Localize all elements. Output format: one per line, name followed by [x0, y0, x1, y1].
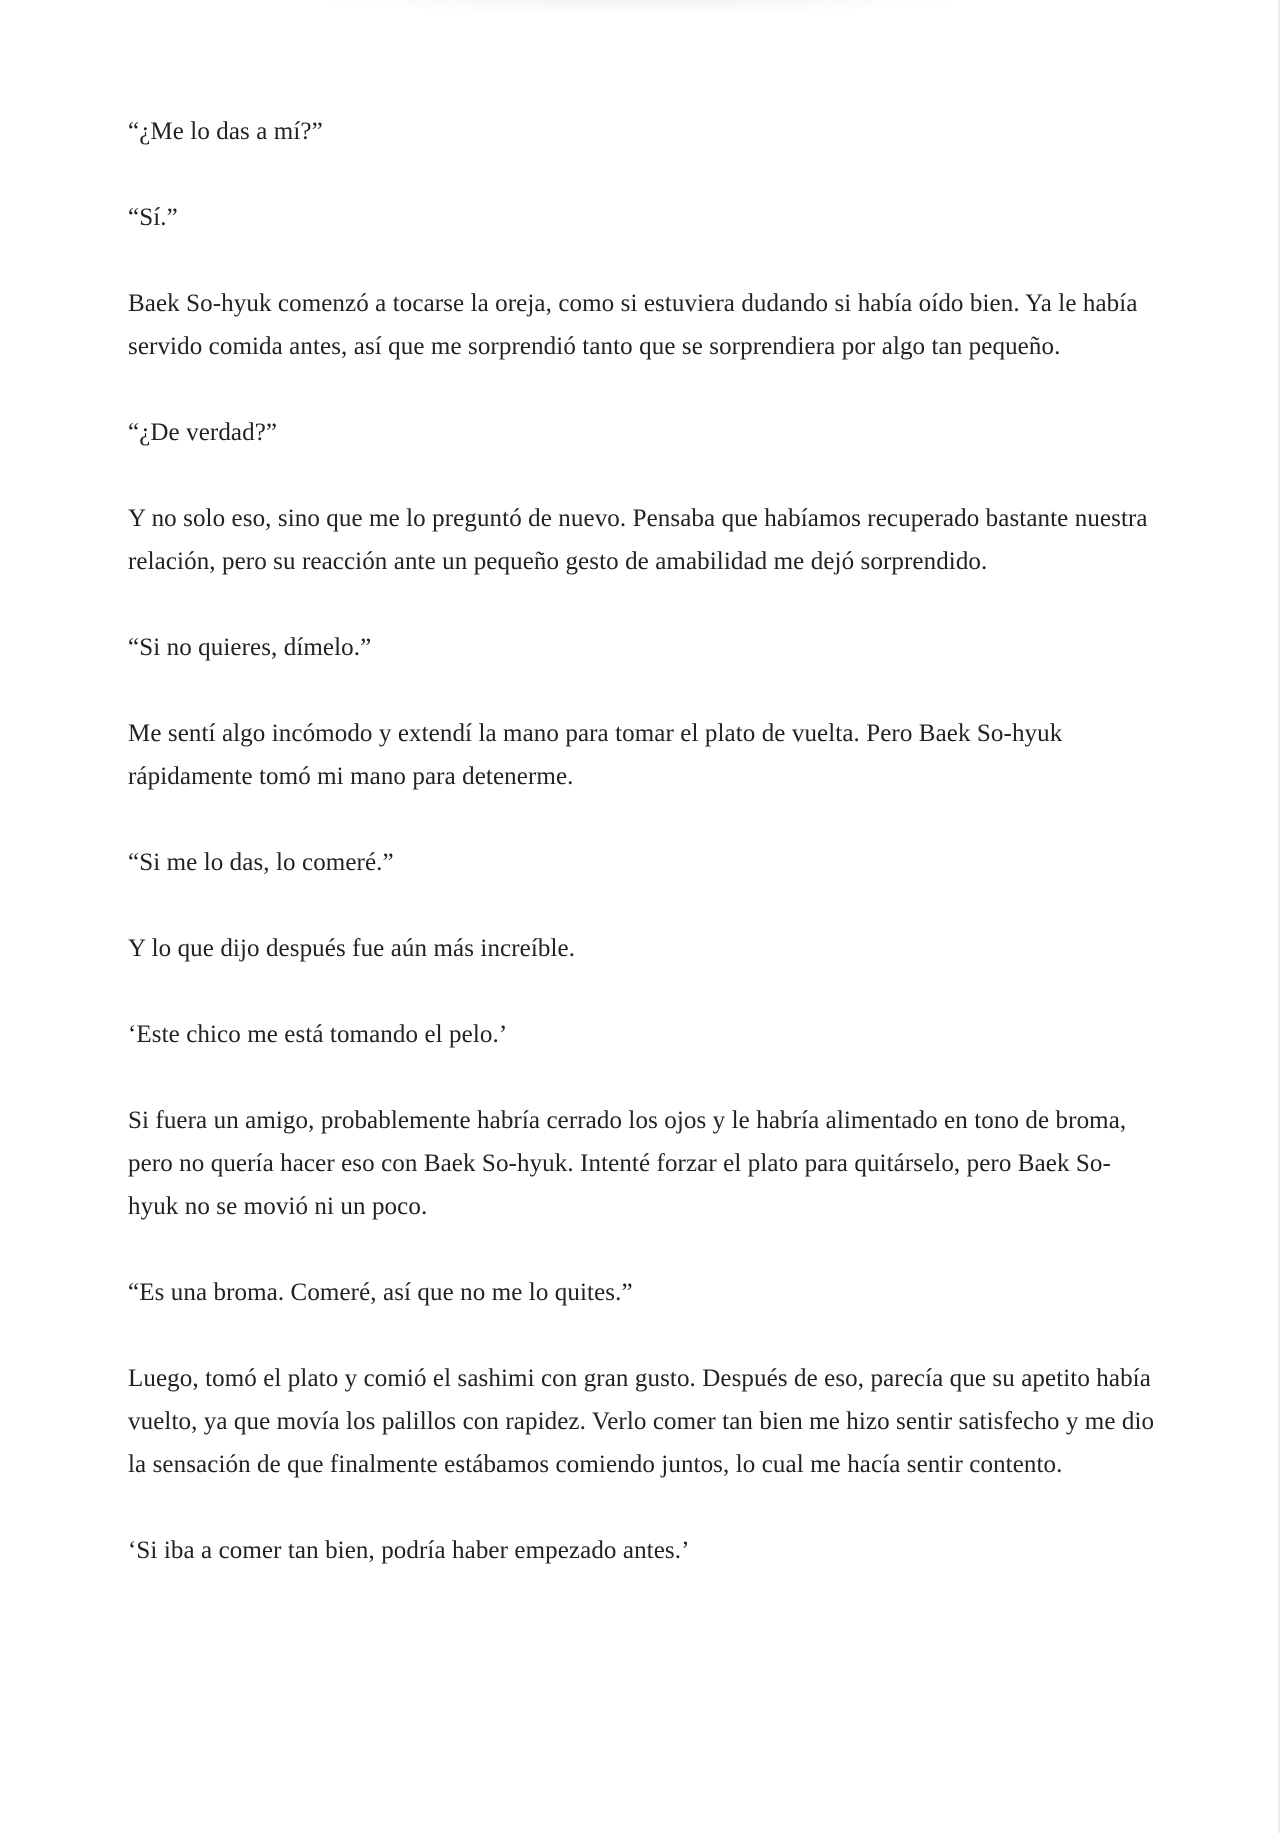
paragraph: “Si me lo das, lo comeré.”: [128, 849, 394, 876]
paragraph: “¿Me lo das a mí?”: [128, 118, 323, 145]
document-body: [128, 110, 1158, 1615]
paragraph: Luego, tomó el plato y comió el sashimi con gran gusto. Después de eso, parecía que su apetito había vuelto, ya que movía los palillos con rapidez. Verlo comer tan bien me hizo sentir satisfecho y me dio la sensación de que finalmente estábamos comiendo juntos, lo cual me hacía sentir contento.: [128, 1365, 1155, 1478]
paragraph: Si fuera un amigo, probablemente habría cerrado los ojos y le habría alimentado en tono de broma, pero no quería hacer eso con Baek So-hyuk. Intenté forzar el plato para quitárselo, pero Baek So-hyuk no se movió ni un poco.: [128, 1107, 1127, 1220]
paragraph: Me sentí algo incómodo y extendí la mano para tomar el plato de vuelta. Pero Baek So-hyuk rápidamente tomó mi mano para detenerme.: [128, 720, 1063, 790]
paragraph: ‘Si iba a comer tan bien, podría haber empezado antes.’: [128, 1537, 690, 1564]
paragraph: Y no solo eso, sino que me lo preguntó de nuevo. Pensaba que habíamos recuperado bastante nuestra relación, pero su reacción ante un pequeño gesto de amabilidad me dejó sorprendido.: [128, 505, 1148, 575]
paragraph: ‘Este chico me está tomando el pelo.’: [128, 1021, 508, 1048]
page-top-shadow: [310, 0, 970, 14]
paragraph: “Si no quieres, dímelo.”: [128, 634, 372, 661]
paragraph: “Es una broma. Comeré, así que no me lo quites.”: [128, 1279, 633, 1306]
paragraph: Baek So-hyuk comenzó a tocarse la oreja, como si estuviera dudando si había oído bien. Ya le había servido comida antes, así que me sorprendió tanto que se sorprendiera por algo tan pequeño.: [128, 290, 1138, 360]
paragraph: “¿De verdad?”: [128, 419, 278, 446]
paragraph: “Sí.”: [128, 204, 178, 231]
paragraph: Y lo que dijo después fue aún más increíble.: [128, 935, 576, 962]
